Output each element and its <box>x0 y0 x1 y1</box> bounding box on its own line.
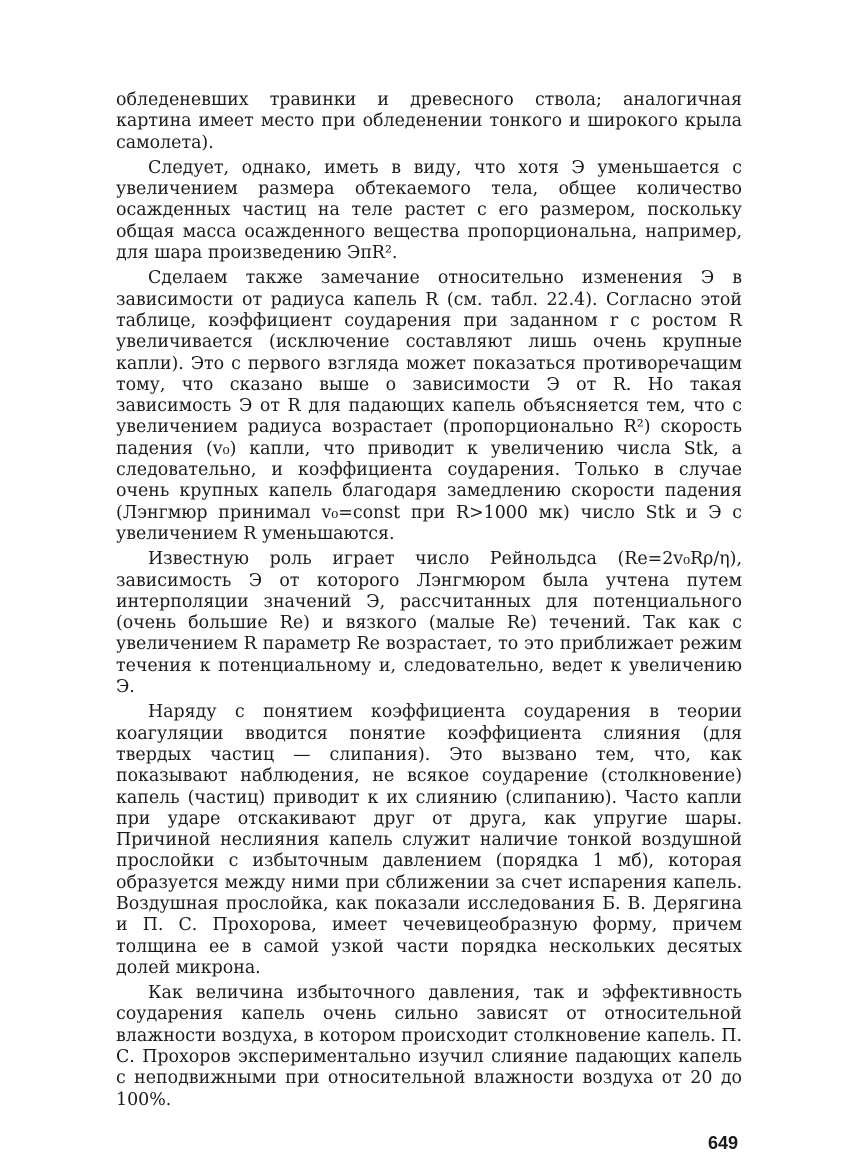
paragraph-collected-mass: Следует, однако, иметь в виду, что хотя Э уменьшается с увеличением размера обтекаемого тела, общее количество осажденных частиц на теле растет с его размером, поскольку общая масса осажденного вещества пропорциональна, например, для шара произведению ЭπR². <box>116 157 742 264</box>
paragraph-continuation: обледеневших травинки и древесного ствола; аналогичная картина имеет место при обледенении тонкого и широкого крыла самолета). <box>116 90 742 153</box>
paragraph-reynolds-number: Известную роль играет число Рейнольдса (Re=2v₀Rρ/η), зависимость Э от которого Лэнгмюром была учтена путем интерполяции значений Э, рассчитанных для потенциального (очень большие Re) и вязкого (малые Re) течений. Так как с увеличением R параметр Re возрастает, то это приближает режим течения к потенциальному и, следовательно, ведет к увеличению Э. <box>116 549 742 698</box>
body-text <box>116 90 742 1111</box>
paragraph-drop-radius: Сделаем также замечание относительно изменения Э в зависимости от радиуса капель R (см. табл. 22.4). Согласно этой таблице, коэффициент соударения при заданном r с ростом R увеличивается (исключение составляют лишь очень крупные капли). Это с первого взгляда может показаться противоречащим тому, что сказано выше о зависимости Э от R. Но такая зависимость Э от R для падающих капель объясняется тем, что с увеличением радиуса возрастает (пропорционально R²) скорость падения (v₀) капли, что приводит к увеличению числа Stk, а следовательно, и коэффициента соударения. Только в случае очень крупных капель благодаря замедлению скорости падения (Лэнгмюр принимал v₀=const при R>1000 мк) число Stk и Э с увеличением R уменьшаются. <box>116 268 742 544</box>
page-number: 649 <box>707 1133 738 1153</box>
paragraph-humidity: Как величина избыточного давления, так и эффективность соударения капель очень сильно зависят от относительной влажности воздуха, в котором происходит столкновение капель. П. С. Прохоров экспериментально изучил слияние падающих капель с неподвижными при относительной влажности воздуха от 20 до 100%. <box>116 983 742 1110</box>
paragraph-coalescence-coefficient: Наряду с понятием коэффициента соударения в теории коагуляции вводится понятие коэффициента слияния (для твердых частиц — слипания). Это вызвано тем, что, как показывают наблюдения, не всякое соударение (столкновение) капель (частиц) приводит к их слиянию (слипанию). Часто капли при ударе отскакивают друг от друга, как упругие шары. Причиной неслияния капель служит наличие тонкой воздушной прослойки с избыточным давлением (порядка 1 мб), которая образуется между ними при сближении за счет испарения капель. Воздушная прослойка, как показали исследования Б. В. Дерягина и П. С. Прохорова, имеет чечевицеобразную форму, причем толщина ее в самой узкой части порядка нескольких десятых долей микрона. <box>116 702 742 978</box>
